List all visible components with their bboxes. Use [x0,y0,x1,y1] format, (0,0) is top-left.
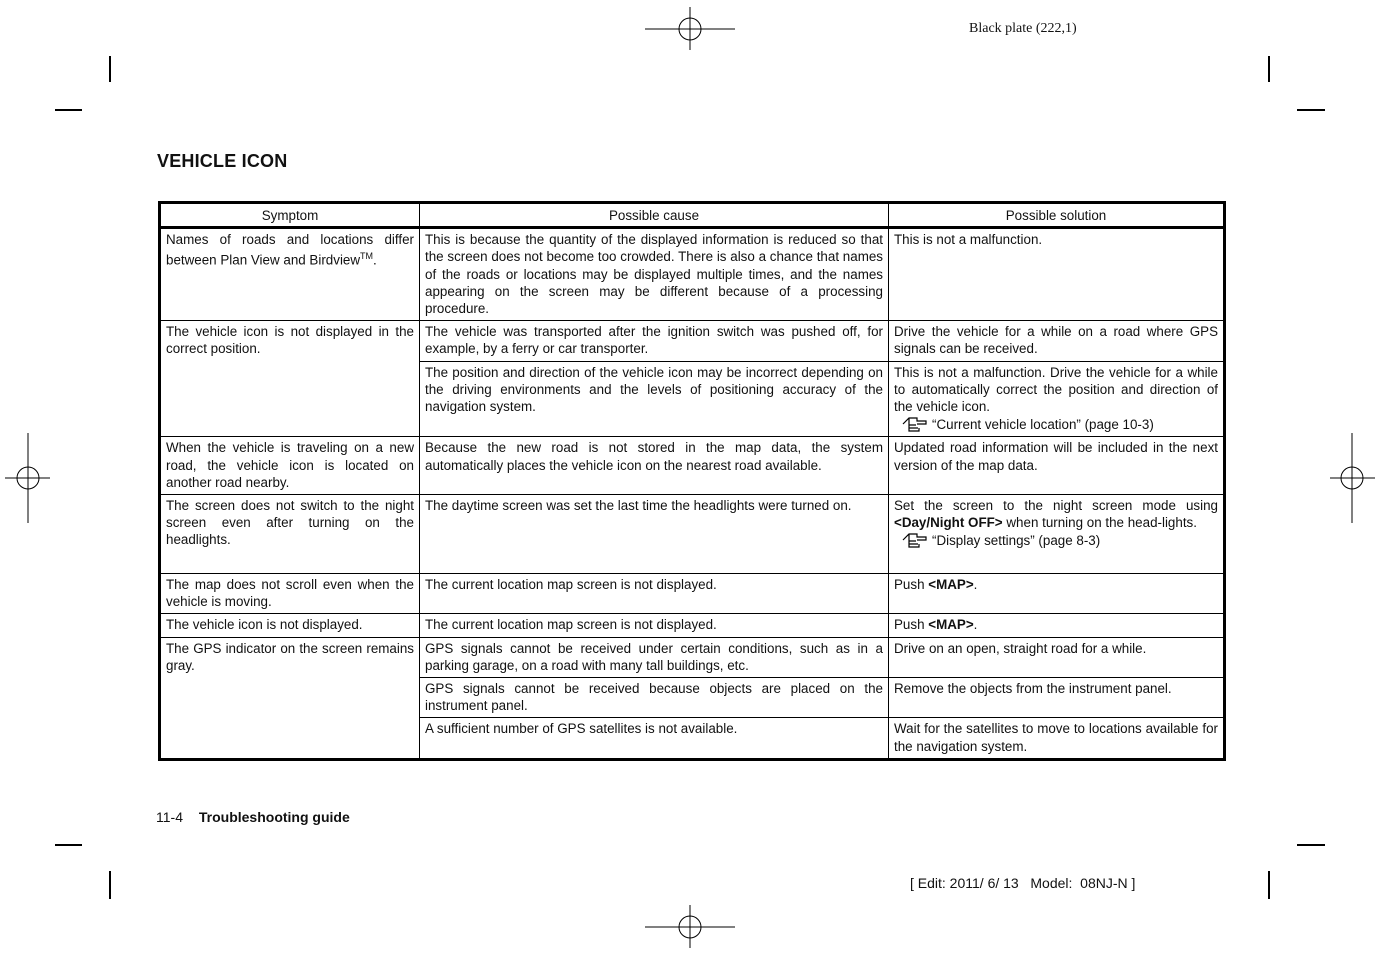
crop-mark [55,844,82,846]
solution-cell: This is not a malfunction. [889,228,1225,321]
key-label: <MAP> [928,577,974,593]
solution-cell: Drive the vehicle for a while on a road where GPS signals can be received. [889,321,1225,361]
solution-cell [889,574,1225,614]
table-row [160,228,1225,321]
solution-text: This is not a malfunction. Drive the vehicle for a while to automatically correct the position and direction of the vehicle icon. [894,364,1218,415]
symptom-text: Names of roads and locations differ between Plan View and Birdview [166,232,414,268]
solution-cell [889,495,1225,574]
solution-cell: Remove the objects from the instrument panel. [889,678,1225,718]
solution-cell: Updated road information will be included in the next version of the map data. [889,437,1225,495]
symptom-cell [160,228,420,321]
solution-text: Push [894,617,925,633]
page-number: 11-4 [156,809,183,825]
crop-mark [109,56,111,82]
registration-mark-icon [1330,433,1375,523]
crop-mark [1268,871,1270,899]
symptom-cell: The GPS indicator on the screen remains gray. [160,637,420,759]
trademark-sup: TM [360,251,374,262]
cause-cell: The current location map screen is not displayed. [420,614,889,637]
solution-text: Push [894,577,925,593]
cause-cell: The vehicle was transported after the ignition switch was pushed off, for example, by a ferry or car transporter. [420,321,889,361]
symptom-cell: The vehicle icon is not displayed in the correct position. [160,321,420,437]
reference-text: “Current vehicle location” (page 10-3) [932,417,1154,433]
section-title: VEHICLE ICON [157,151,288,171]
cause-cell: The current location map screen is not displayed. [420,574,889,614]
reference-hand-icon [902,531,928,549]
column-header-symptom: Symptom [160,203,420,228]
edit-info: [ Edit: 2011/ 6/ 13 Model: 08NJ-N ] [910,875,1136,891]
plate-label: Black plate (222,1) [969,21,1077,36]
table-header-row [160,203,1225,228]
registration-mark-icon [5,433,50,523]
symptom-tail: . [373,252,377,268]
page-reference [894,531,1100,549]
solution-text: when turning on the head-lights. [1006,515,1197,531]
table-row [160,614,1225,637]
key-label: <MAP> [928,617,974,633]
symptom-cell: The map does not scroll even when the vehicle is moving. [160,574,420,614]
page-footer [156,809,350,825]
cause-cell: GPS signals cannot be received under certain conditions, such as in a parking garage, on a road with many tall buildings, etc. [420,637,889,677]
symptom-cell: When the vehicle is traveling on a new road, the vehicle icon is located on another road nearby. [160,437,420,495]
crop-mark [55,109,82,111]
table-row [160,437,1225,495]
crop-mark [1268,56,1270,82]
section-name: Troubleshooting guide [198,809,350,825]
solution-cell [889,614,1225,637]
troubleshooting-table [158,201,1226,761]
solution-cell: Wait for the satellites to move to locations available for the navigation system. [889,718,1225,759]
table-row [160,495,1225,574]
symptom-cell: The screen does not switch to the night screen even after turning on the headlights. [160,495,420,574]
registration-mark-icon [645,905,735,950]
key-label: <Day/Night OFF> [894,515,1003,531]
table-row [160,574,1225,614]
solution-cell: Drive on an open, straight road for a while. [889,637,1225,677]
table-row [160,321,1225,361]
solution-text: Set the screen to the night screen mode using [894,498,1218,514]
registration-mark-icon [645,5,735,50]
page-reference [894,415,1154,433]
crop-mark [1297,109,1325,111]
cause-cell: A sufficient number of GPS satellites is not available. [420,718,889,759]
solution-cell [889,361,1225,437]
cause-cell: The daytime screen was set the last time the headlights were turned on. [420,495,889,574]
column-header-cause: Possible cause [420,203,889,228]
symptom-cell: The vehicle icon is not displayed. [160,614,420,637]
cause-cell: GPS signals cannot be received because objects are placed on the instrument panel. [420,678,889,718]
solution-text: . [973,577,978,593]
cause-cell: Because the new road is not stored in the map data, the system automatically places the vehicle icon on the nearest road available. [420,437,889,495]
column-header-solution: Possible solution [889,203,1225,228]
reference-text: “Display settings” (page 8-3) [932,533,1101,549]
solution-text: . [973,617,978,633]
cause-cell: This is because the quantity of the displayed information is reduced so that the screen does not become too crowded. There is also a chance that names of the roads or locations may be displayed multiple times, and the names appearing on the screen may be different because of a processing procedure. [420,228,889,321]
table-row [160,637,1225,677]
crop-mark [109,871,111,899]
cause-cell: The position and direction of the vehicle icon may be incorrect depending on the driving environments and the levels of positioning accuracy of the navigation system. [420,361,889,437]
reference-hand-icon [902,415,928,433]
crop-mark [1297,844,1325,846]
